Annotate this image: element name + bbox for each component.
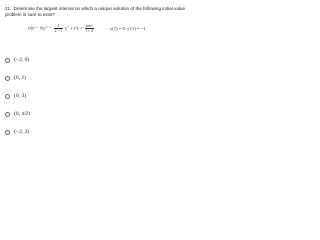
fraction-numerator: tan t: [85, 24, 93, 28]
equation-middle: y″ + t³y =: [64, 25, 83, 31]
question-number: 21.: [5, 6, 12, 11]
answer-option-4[interactable]: [5, 108, 125, 120]
answer-option-label: (0, 1): [14, 75, 27, 81]
initial-conditions: y(1) = 0, y′(1) = −1: [109, 25, 146, 31]
fraction-denominator: t + 4: [85, 29, 93, 33]
radio-button[interactable]: [5, 112, 10, 117]
answer-option-5[interactable]: [5, 126, 125, 138]
radio-button[interactable]: [5, 76, 10, 81]
answer-option-2[interactable]: [5, 72, 125, 84]
answer-option-label: (0, π⁄2): [14, 111, 30, 117]
question-text: [5, 6, 197, 18]
radio-button[interactable]: [5, 58, 10, 63]
question-prompt: Determine the largest interval on which a unique solution of the following initial value problem is sure to exist?: [5, 6, 186, 17]
answer-option-1[interactable]: [5, 54, 125, 66]
fraction-tan-over-t-plus-four: [85, 24, 94, 33]
radio-button[interactable]: [5, 94, 10, 99]
fraction-one-over-two-minus-t: [54, 24, 63, 33]
answer-option-label: (0, 3): [14, 93, 27, 99]
answer-options: [5, 54, 125, 144]
fraction-denominator: 2 − t: [54, 29, 62, 33]
equation-lhs: t²(t² − 9)y‴ −: [28, 25, 52, 31]
radio-button[interactable]: [5, 130, 10, 135]
differential-equation: [28, 24, 146, 33]
answer-option-label: (−2, 0): [14, 57, 30, 63]
fraction-numerator: 1: [54, 24, 63, 29]
answer-option-label: (−2, 3): [14, 129, 30, 135]
answer-option-3[interactable]: [5, 90, 125, 102]
